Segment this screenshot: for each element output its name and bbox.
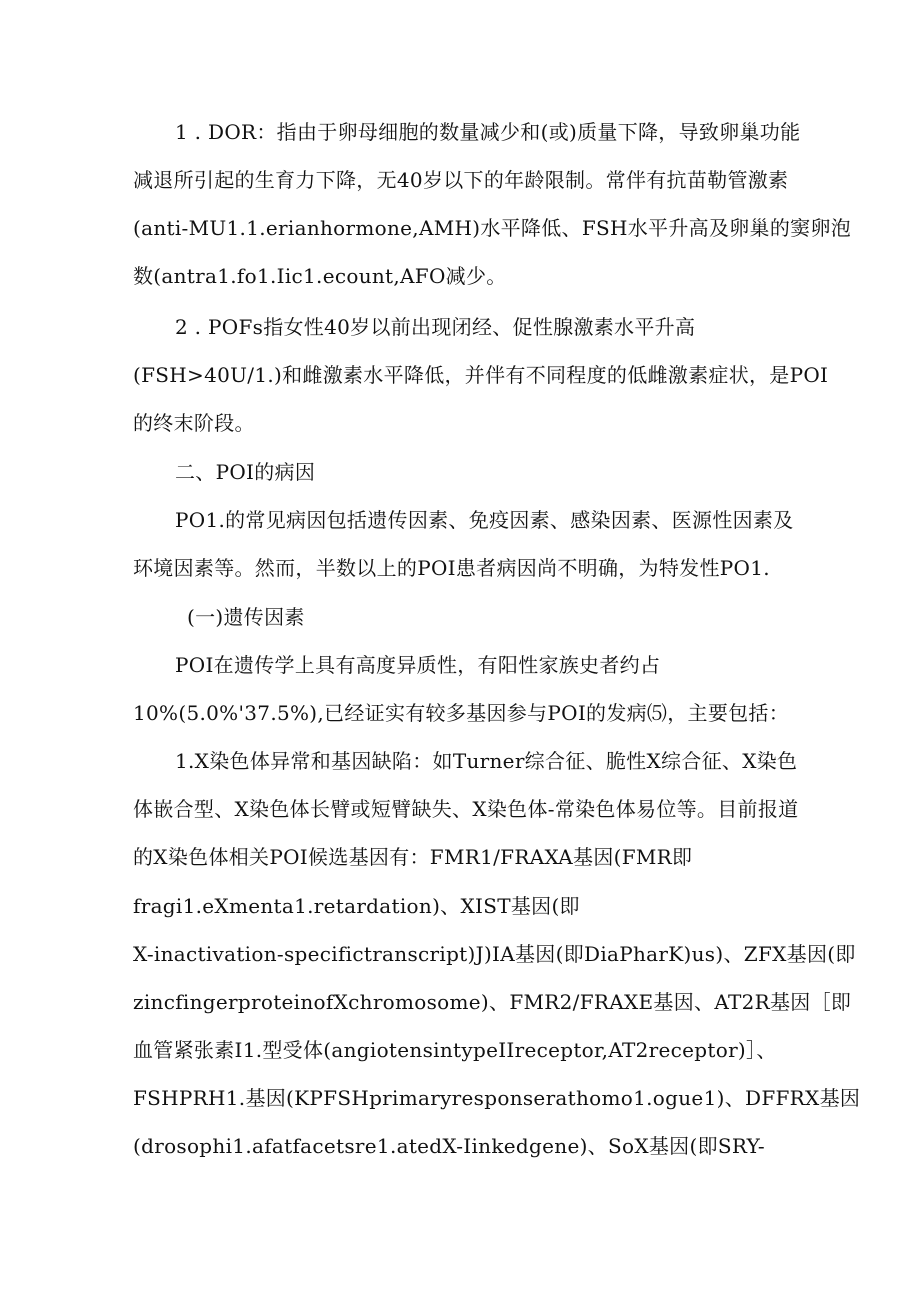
paragraph-x-chromosome-line-4: fragi1.eXmenta1.retardation)、XIST基因(即 bbox=[133, 894, 580, 918]
paragraph-x-chromosome-line-7: 血管紧张素I1.型受体(angiotensintypeIIreceptor,AT2receptor)］、 bbox=[133, 1038, 777, 1062]
paragraph-pof-line-3: 的终末阶段。 bbox=[133, 411, 255, 435]
paragraph-x-chromosome-line-3: 的X染色体相关POI候选基因有：FMR1/FRAXA基因(FMR即 bbox=[133, 845, 693, 869]
paragraph-pof-line-2: (FSH>40U/1.)和雌激素水平降低，并伴有不同程度的低雌激素症状，是POI bbox=[133, 363, 829, 387]
paragraph-etiology-line-1: PO1.的常见病因包括遗传因素、免疫因素、感染因素、医源性因素及 bbox=[175, 508, 794, 532]
paragraph-x-chromosome-line-6: zincfingerproteinofXchromosome)、FMR2/FRAXE基因、AT2R基因［即 bbox=[133, 990, 852, 1014]
paragraph-dor-line-3: (anti-MU1.1.erianhormone,AMH)水平降低、FSH水平升高及卵巢的窦卵泡 bbox=[133, 216, 852, 240]
paragraph-genetic-line-1: POI在遗传学上具有高度异质性，有阳性家族史者约占 bbox=[175, 653, 661, 677]
subheading-genetic-factors: (一)遗传因素 bbox=[187, 605, 305, 629]
paragraph-x-chromosome-line-5: X-inactivation-specifictranscript)J)IA基因(即DiaPharK)us)、ZFX基因(即 bbox=[133, 942, 856, 966]
section-heading-etiology: 二、POI的病因 bbox=[175, 460, 316, 484]
paragraph-etiology-line-2: 环境因素等。然而，半数以上的POI患者病因尚不明确，为特发性PO1. bbox=[133, 556, 770, 580]
paragraph-x-chromosome-line-8: FSHPRH1.基因(KPFSHprimaryresponserathomo1.ogue1)、DFFRX基因 bbox=[133, 1086, 861, 1110]
paragraph-dor-line-4: 数(antra1.fo1.Iic1.ecount,AFO减少。 bbox=[133, 264, 507, 288]
paragraph-dor-line-2: 减退所引起的生育力下降，无40岁以下的年龄限制。常伴有抗苗勒管激素 bbox=[133, 168, 789, 192]
paragraph-dor-line-1: 1 . DOR：指由于卵母细胞的数量减少和(或)质量下降，导致卵巢功能 bbox=[175, 120, 801, 144]
paragraph-genetic-line-2: 10%(5.0%'37.5%),已经证实有较多基因参与POI的发病⑸，主要包括： bbox=[133, 701, 790, 725]
paragraph-x-chromosome-line-2: 体嵌合型、X染色体长臂或短臂缺失、X染色体-常染色体易位等。目前报道 bbox=[133, 797, 799, 821]
paragraph-pof-line-1: 2 . POFs指女性40岁以前出现闭经、促性腺激素水平升高 bbox=[175, 315, 696, 339]
paragraph-x-chromosome-line-9: (drosophi1.afatfacetsre1.atedX-Iinkedgene)、SoX基因(即SRY- bbox=[133, 1134, 765, 1158]
paragraph-x-chromosome-line-1: 1.X染色体异常和基因缺陷：如Turner综合征、脆性X综合征、X染色 bbox=[175, 749, 798, 773]
